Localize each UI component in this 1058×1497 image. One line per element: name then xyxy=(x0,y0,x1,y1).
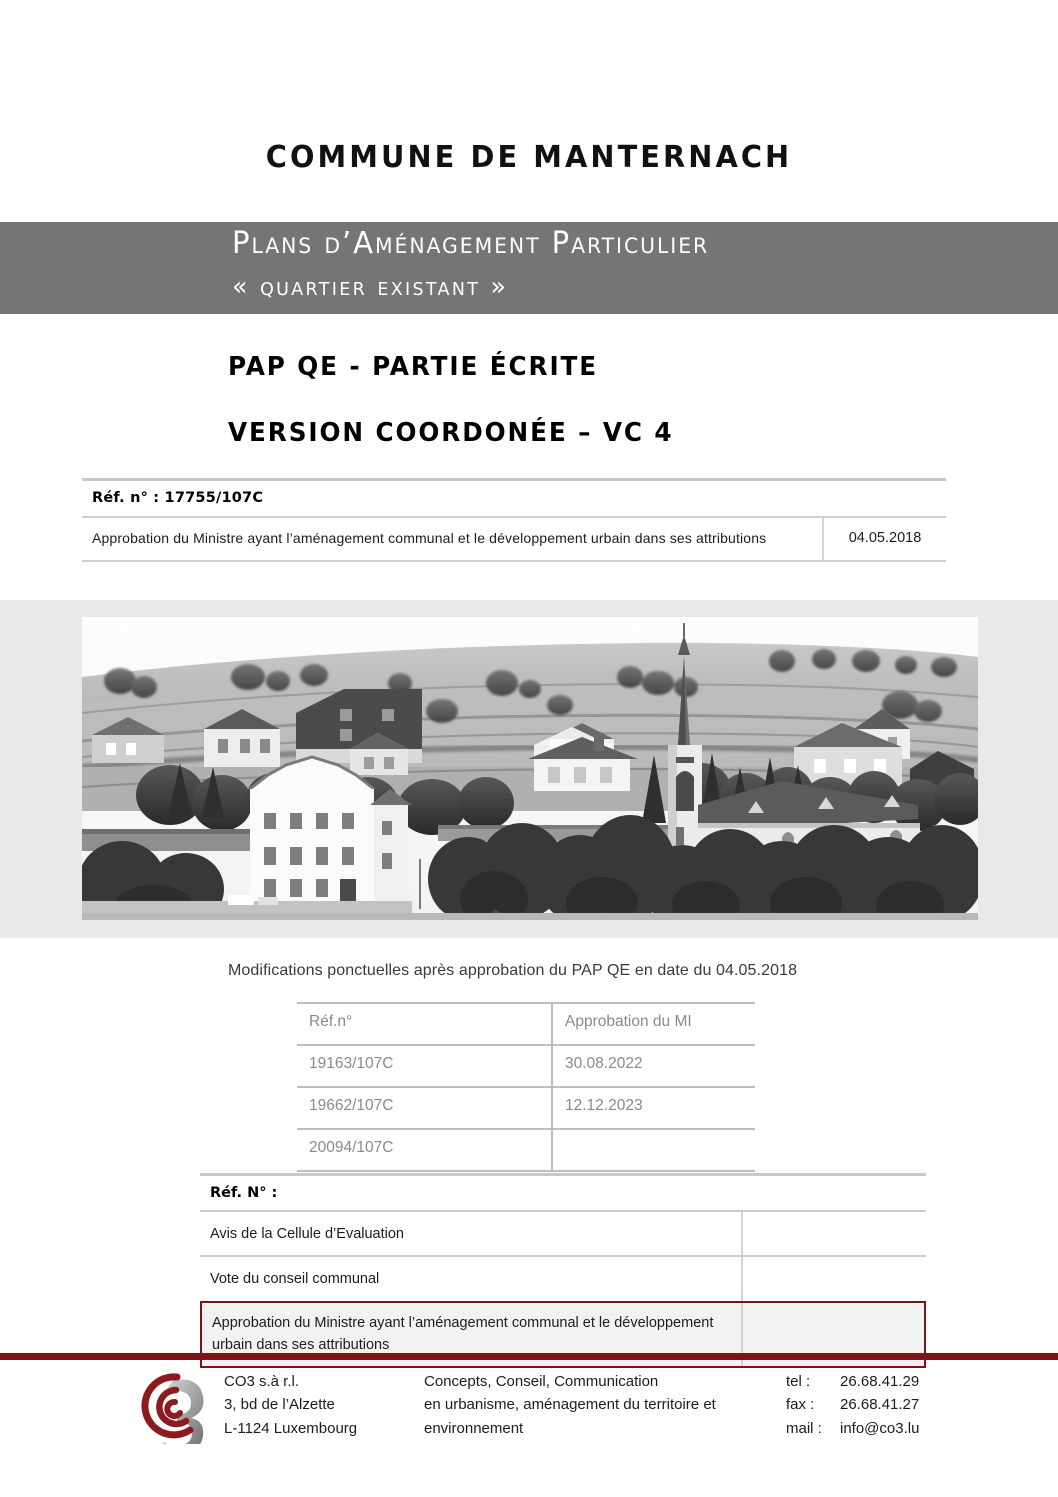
refn-header: Réf. N° : xyxy=(210,1185,278,1201)
cell-date: 12.12.2023 xyxy=(565,1097,643,1114)
cell-date: 30.08.2022 xyxy=(565,1055,643,1072)
approval-date: 04.05.2018 xyxy=(848,530,922,546)
description-line2: en urbanisme, aménagement du territoire et xyxy=(424,1396,716,1414)
contact-tel xyxy=(786,1370,919,1393)
footer xyxy=(0,1368,1058,1458)
divider-bottom xyxy=(82,560,946,562)
description-line3: environnement xyxy=(424,1419,524,1437)
column-header-ref: Réf.n° xyxy=(297,1004,553,1044)
footer-contact xyxy=(786,1370,919,1440)
footer-description xyxy=(424,1370,716,1440)
cell-ref: 19163/107C xyxy=(297,1046,553,1086)
footer-company xyxy=(224,1370,357,1440)
company-name: CO3 s.à r.l. xyxy=(224,1373,300,1390)
approval-row xyxy=(82,518,946,560)
co3-logo-icon xyxy=(133,1368,219,1444)
reference-number: Réf. n° : 17755/107C xyxy=(92,490,264,506)
village-photo xyxy=(82,617,978,920)
cell-ref: 20094/107C xyxy=(297,1130,553,1170)
table-row xyxy=(297,1130,755,1170)
company-city: L-1124 Luxembourg xyxy=(224,1419,358,1437)
footer-rule xyxy=(0,1353,1058,1360)
mail-value: info@co3.lu xyxy=(840,1419,920,1437)
tel-value: 26.68.41.29 xyxy=(840,1373,920,1390)
contact-fax xyxy=(786,1393,919,1416)
company-street: 3, bd de l’Alzette xyxy=(224,1396,335,1414)
table-row xyxy=(200,1257,926,1300)
cell-label: Vote du conseil communal xyxy=(200,1257,743,1300)
banner-title-line2: « quartier existant » xyxy=(232,272,509,302)
fax-value: 26.68.41.27 xyxy=(840,1396,920,1414)
table-row xyxy=(297,1046,755,1086)
contact-mail xyxy=(786,1417,919,1440)
cell-value xyxy=(743,1212,926,1255)
mail-label: mail : xyxy=(786,1419,822,1437)
table-row xyxy=(297,1088,755,1128)
modifications-caption: Modifications ponctuelles après approbation du PAP QE en date du 04.05.2018 xyxy=(228,962,798,979)
cell-label: Approbation du Ministre ayant l’aménagement communal et le développement urbain dans ses attributions xyxy=(202,1303,743,1366)
approval-label: Approbation du Ministre ayant l’aménagement communal et le développement urbain dans ses attributions xyxy=(82,518,824,560)
cell-label: Avis de la Cellule d’Evaluation xyxy=(200,1212,743,1255)
document-subtitle-version: VERSION COORDONÉE – VC 4 xyxy=(228,418,674,448)
table-row xyxy=(200,1212,926,1255)
cell-date xyxy=(553,1130,755,1170)
modifications-table xyxy=(297,1002,755,1172)
cell-ref: 19662/107C xyxy=(297,1088,553,1128)
tel-label: tel : xyxy=(786,1373,811,1390)
document-subtitle-pap-qe: PAP QE - PARTIE ÉCRITE xyxy=(228,352,599,382)
banner-title-line1: Plans d’Aménagement Particulier xyxy=(232,226,710,261)
reference-block xyxy=(82,478,946,562)
refn-table xyxy=(200,1173,926,1368)
fax-label: fax : xyxy=(786,1396,815,1414)
column-header-approval: Approbation du MI xyxy=(565,1013,692,1030)
cell-value xyxy=(743,1257,926,1300)
description-line1: Concepts, Conseil, Communication xyxy=(424,1373,659,1390)
table-divider xyxy=(297,1170,755,1172)
page-title: COMMUNE DE MANTERNACH xyxy=(265,140,793,175)
table-header-row xyxy=(297,1004,755,1044)
